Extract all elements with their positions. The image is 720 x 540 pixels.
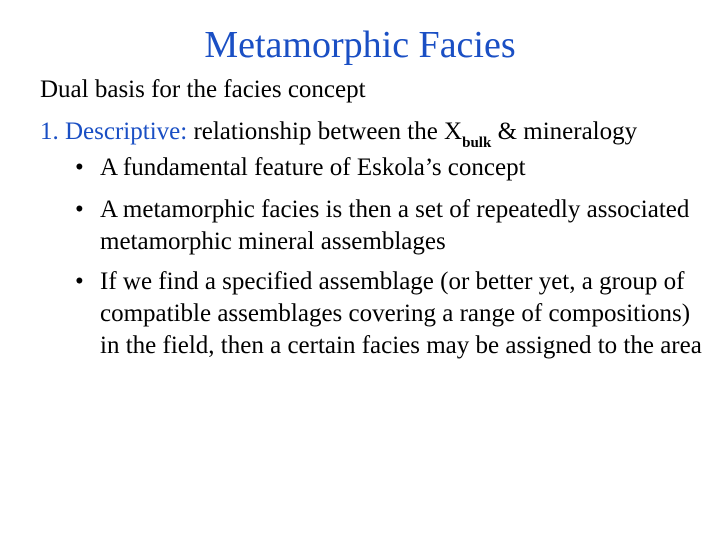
bullet-text-2: A metamorphic facies is then a set of repeatedly associated metamorphic mineral assemblages (100, 196, 690, 255)
bulk-subscript: bulk (462, 135, 492, 151)
bullet-text-3: If we find a specified assemblage (or better yet, a group of compatible assemblages covering a range of compositions) in the field, then a certain facies may be assigned to the area (100, 268, 702, 359)
bullet-marker-2: • (75, 196, 84, 223)
bullet-text-1: A fundamental feature of Eskola’s concept (100, 154, 526, 181)
descriptive-text-start: relationship between the X (187, 118, 463, 145)
bullet-marker-3: • (75, 268, 84, 295)
intro-line: Dual basis for the facies concept (40, 76, 366, 103)
bullet-marker-1: • (75, 154, 84, 181)
descriptive-line (40, 116, 637, 151)
descriptive-text-end: & mineralogy (491, 118, 638, 145)
descriptive-label: 1. Descriptive: (40, 118, 188, 145)
slide-title: Metamorphic Facies (204, 24, 516, 66)
